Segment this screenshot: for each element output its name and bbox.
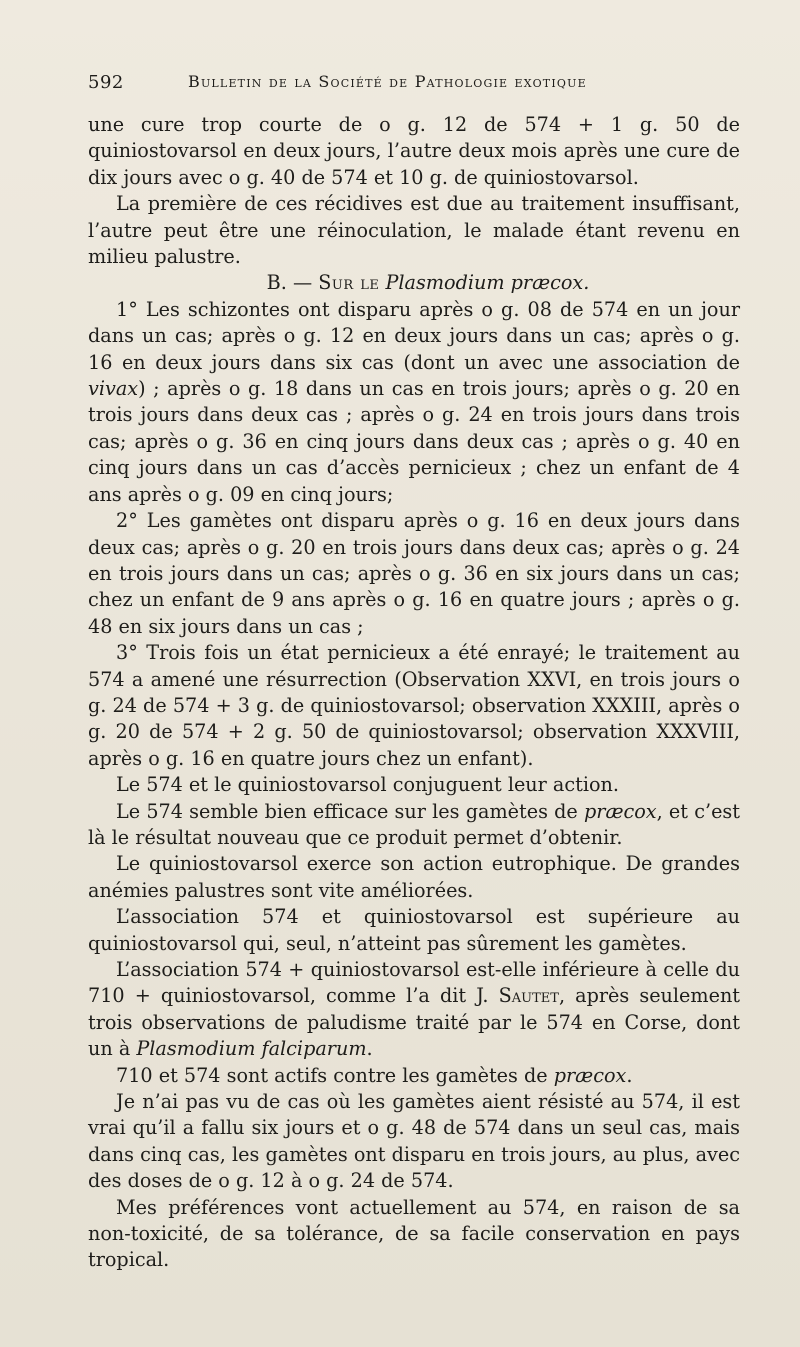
text-span: , après seulement trois observations de paludisme traité par le 574 en Corse, dont un à: [88, 984, 741, 1061]
section-heading-italic: Plasmodium præcox.: [385, 271, 590, 295]
text-span: , et c’est là le résultat nouveau que ce produit permet d’obtenir.: [88, 799, 740, 849]
paragraph-preferences: Mes préférences vont actuellement au 574, en raison de sa non-toxicité, de sa tolérance, de sa facile conservation en pays tropical.: [88, 1195, 740, 1272]
paragraph-eutrophique: Le quiniostovarsol exerce son action eutrophique. De grandes anémies palustres sont vite améliorées.: [88, 852, 740, 902]
italic-span: præcox: [553, 1063, 627, 1087]
text-span: Le 574 semble bien efficace sur les gamètes de: [116, 799, 584, 823]
page-header: [88, 72, 740, 98]
italic-span: præcox: [584, 799, 657, 823]
section-heading-smallcaps: Sur le: [318, 271, 380, 295]
text-span: ) ; après o g. 18 dans un cas en trois jours; après o g. 20 en trois jours dans deux cas ; après o g. 24 en trois jours dans trois cas; après o g. 36 en cinq jours dans deux cas ; après o g. 40 en cinq jours dans un cas d’accès pernicieux ; chez un enfant de 4 ans après o g. 09 en cinq jours;: [88, 377, 740, 506]
paragraph-schizontes: [88, 297, 740, 508]
paragraph-efficace: [88, 799, 740, 852]
paragraph-gametes: 2° Les gamètes ont disparu après o g. 16 en deux jours dans deux cas; après o g. 20 en trois jours dans deux cas; après o g. 24 en trois jours dans un cas; après o g. 36 en six jours dans un cas; chez un enfant de 9 ans après o g. 16 en quatre jours ; après o g. 48 en six jours dans un cas ;: [88, 509, 740, 638]
page-number: 592: [88, 72, 124, 93]
paragraph-continuation: une cure trop courte de o g. 12 de 574 + 1 g. 50 de quiniostovarsol en deux jours, l’autre deux mois après une cure de dix jours avec o g. 40 de 574 et 10 g. de quiniostovarsol.: [88, 113, 740, 189]
smallcaps-span: Sautet: [498, 984, 559, 1008]
italic-span: vivax: [88, 377, 139, 401]
section-letter: B. —: [266, 271, 313, 295]
italic-span: Plasmodium falciparum: [136, 1037, 367, 1061]
text-span: 710 et 574 sont actifs contre les gamètes de: [116, 1063, 554, 1087]
paragraph-recidives: La première de ces récidives est due au traitement insuffisant, l’autre peut être une réinoculation, le malade étant revenu en milieu palustre.: [88, 192, 740, 269]
running-title: Bulletin de la Société de Pathologie exotique: [188, 72, 587, 91]
text-span: .: [366, 1037, 373, 1061]
paragraph-resiste: Je n’ai pas vu de cas où les gamètes aient résisté au 574, il est vrai qu’il a fallu six jours et o g. 48 de 574 dans un seul cas, mais dans cinq cas, les gamètes ont disparu en trois jours, au plus, avec des doses de o g. 12 à o g. 24 de 574.: [88, 1090, 740, 1193]
paragraph-sautet: [88, 957, 740, 1063]
paragraph-superieure: L’association 574 et quiniostovarsol est supérieure au quiniostovarsol qui, seul, n’atteint pas sûrement les gamètes.: [88, 905, 740, 955]
paragraph-actifs: [88, 1063, 740, 1089]
text-span: 1° Les schizontes ont disparu après o g. 08 de 574 en un jour dans un cas; après o g. 12 en deux jours dans un cas; après o g. 16 en deux jours dans six cas (dont un avec une association de: [88, 297, 740, 374]
paragraph-conjuguent: Le 574 et le quiniostovarsol conjuguent leur action.: [116, 773, 619, 797]
paragraph-pernicieux: 3° Trois fois un état pernicieux a été enrayé; le traitement au 574 a amené une résurrection (Observation XXVI, en trois jours o g. 24 de 574 + 3 g. de quiniostovarsol; observation XXXIII, après o g. 20 de 574 + 2 g. 50 de quiniostovarsol; observation XXXVIII, après o g. 16 en quatre jours chez un enfant).: [88, 641, 740, 770]
text-span: L’association 574 + quiniostovarsol est-elle inférieure à celle du 710 + quiniostovarsol, comme l’a dit J.: [88, 958, 740, 1008]
body-text: [88, 112, 740, 1274]
text-span: .: [626, 1063, 633, 1087]
section-heading: [88, 270, 740, 296]
